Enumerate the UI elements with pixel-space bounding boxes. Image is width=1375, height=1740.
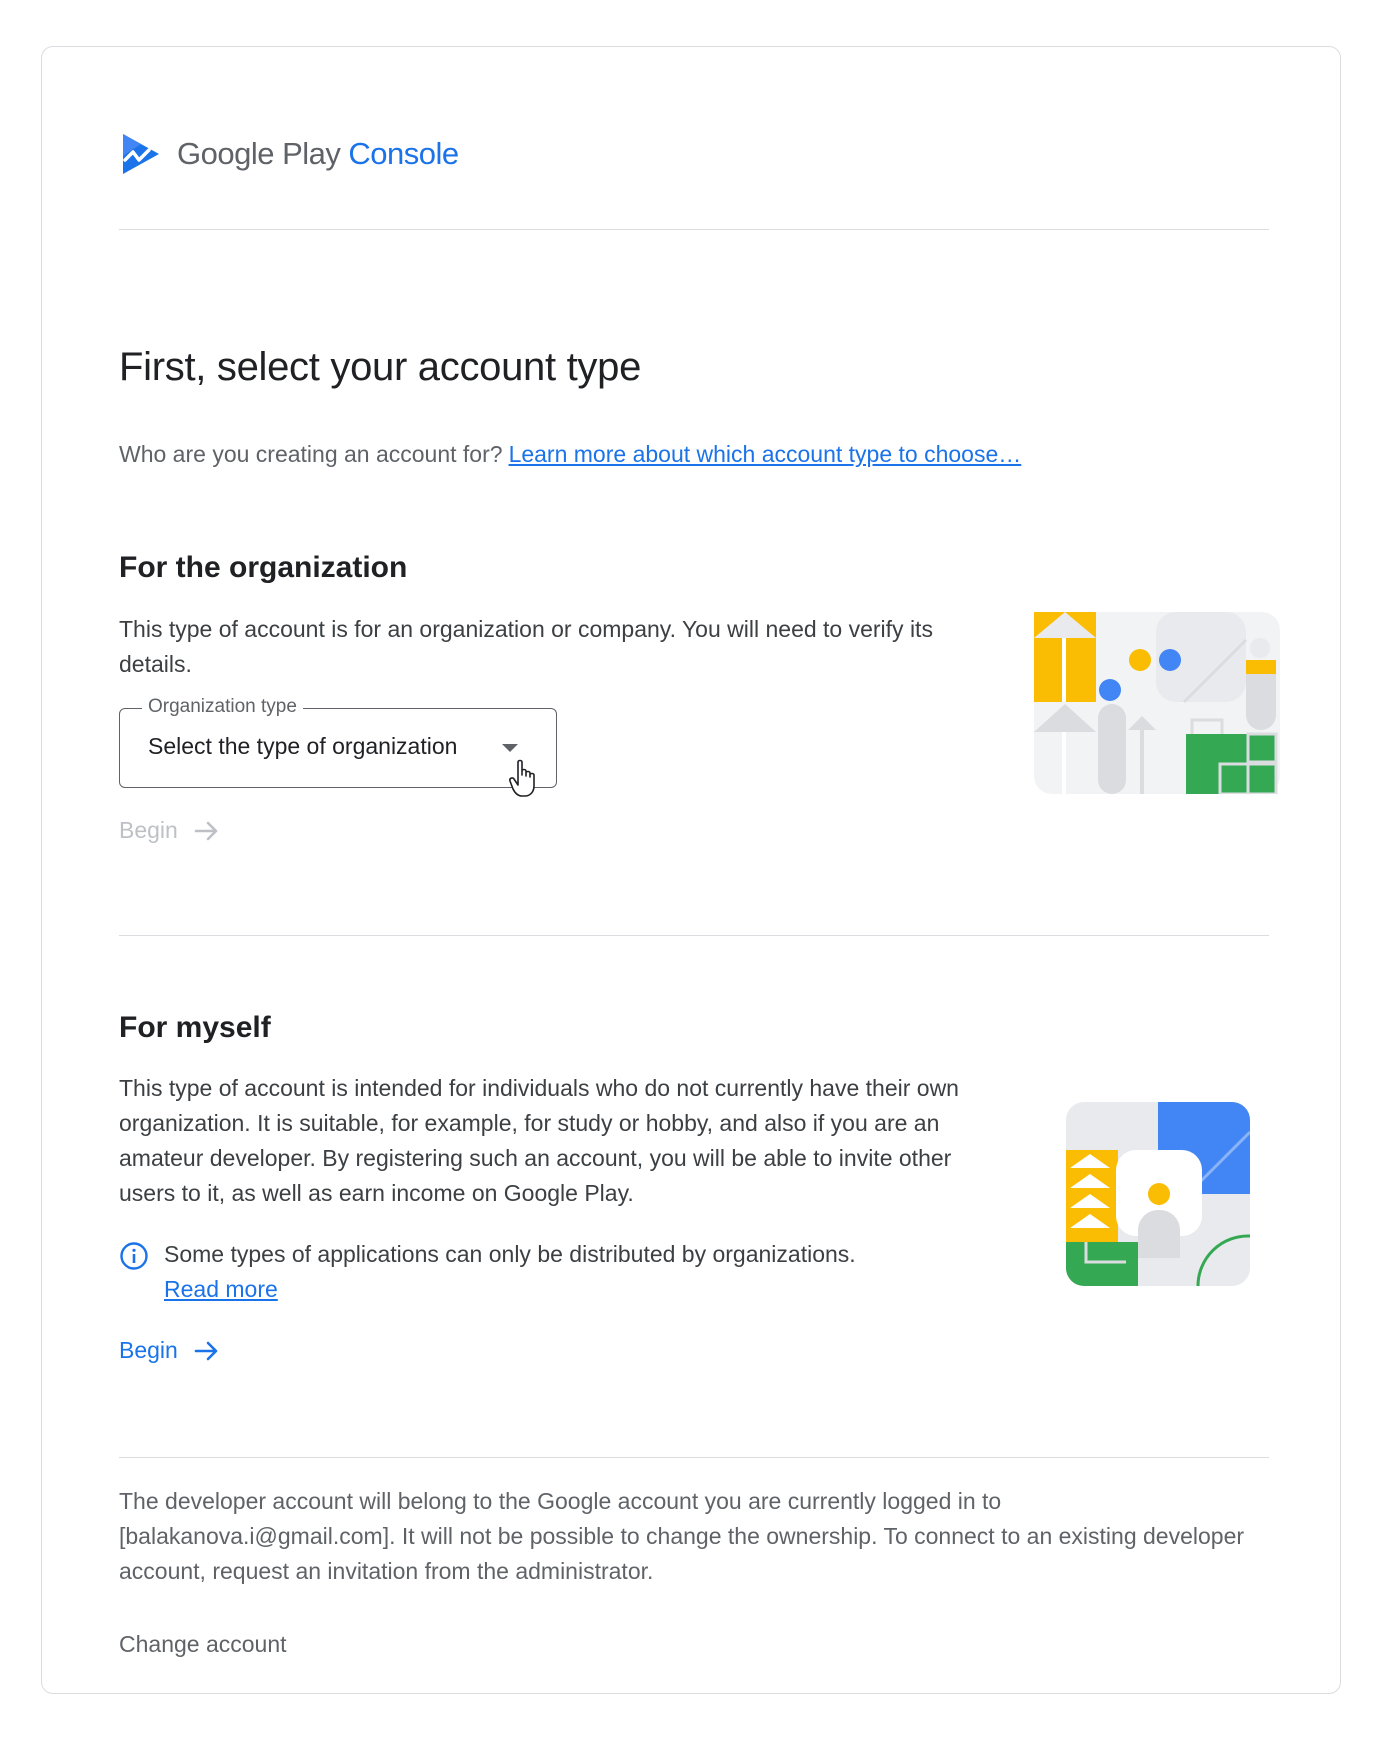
organization-type-value: Select the type of organization <box>148 733 458 759</box>
myself-begin-button[interactable] <box>119 1337 220 1364</box>
logo-text-console: Console <box>348 136 459 171</box>
subtitle-text: Who are you creating an account for? <box>119 441 503 467</box>
page-subtitle <box>119 441 1021 468</box>
logo-text-google-play: Google Play <box>177 136 341 171</box>
section-divider <box>119 935 1269 936</box>
play-console-icon <box>119 130 163 178</box>
arrow-right-icon <box>194 1340 220 1362</box>
info-icon <box>119 1241 149 1271</box>
organization-type-select[interactable] <box>119 696 557 788</box>
organization-heading: For the organization <box>119 551 408 584</box>
dropdown-arrow-icon <box>502 744 518 752</box>
change-account-button[interactable]: Change account <box>119 1631 287 1657</box>
info-notice-text <box>164 1237 856 1307</box>
learn-more-account-type-link[interactable]: Learn more about which account type to choose… <box>508 441 1022 467</box>
signup-card <box>41 46 1341 1694</box>
play-console-logo <box>119 129 459 179</box>
myself-heading: For myself <box>119 1011 271 1044</box>
organization-begin-label: Begin <box>119 817 178 843</box>
organization-illustration <box>1034 612 1280 794</box>
hand-pointer-cursor-icon <box>509 759 539 799</box>
organization-type-label: Organization type <box>142 696 303 718</box>
individual-illustration <box>1066 1102 1250 1286</box>
footer-divider <box>119 1457 1269 1458</box>
read-more-link[interactable]: Read more <box>164 1276 278 1302</box>
info-message: Some types of applications can only be distributed by organizations. <box>164 1241 856 1267</box>
ownership-notice: The developer account will belong to the Google account you are currently logged in to [balakanova.i@gmail.com]. It will not be possible to change the ownership. To connect to an existing developer account, request an invitation from the administrator. <box>119 1488 1245 1584</box>
page-title: First, select your account type <box>119 345 642 389</box>
header-divider <box>119 229 1269 230</box>
organization-description: This type of account is for an organization or company. You will need to verify its details. <box>119 616 933 677</box>
arrow-right-icon <box>194 820 220 842</box>
myself-description: This type of account is intended for individuals who do not currently have their own organization. It is suitable, for example, for study or hobby, and also if you are an amateur developer. By registering such an account, you will be able to invite other users to it, as well as earn income on Google Play. <box>119 1075 959 1206</box>
info-notice <box>119 1237 856 1307</box>
myself-begin-label: Begin <box>119 1337 178 1363</box>
organization-begin-button[interactable] <box>119 817 220 844</box>
